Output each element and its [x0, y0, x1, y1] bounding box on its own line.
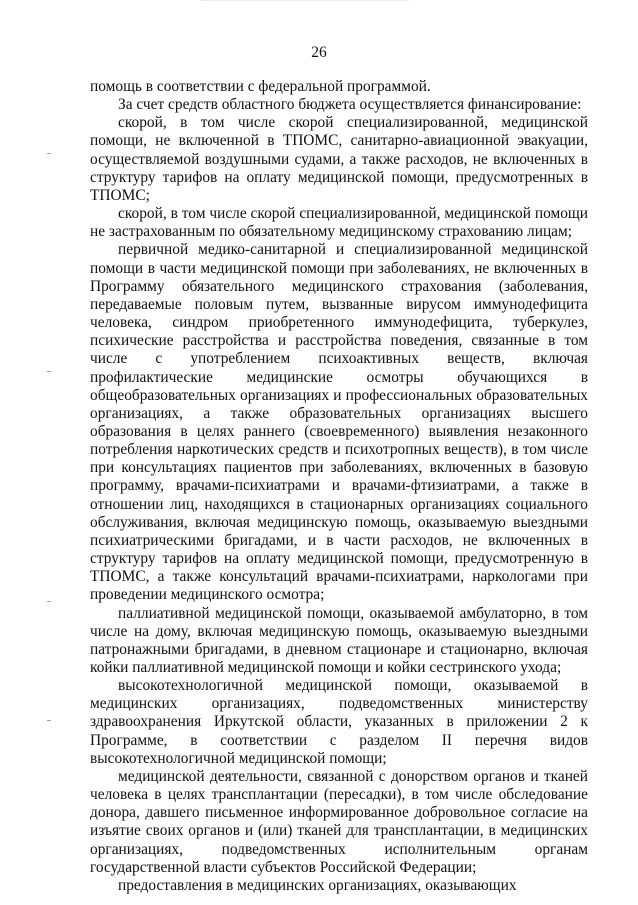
margin-mark [47, 601, 51, 602]
paragraph-intro: За счет средств областного бюджета осуществляется финансирование: [118, 96, 582, 114]
margin-mark [47, 371, 51, 372]
margin-mark [47, 153, 51, 154]
margin-mark [47, 720, 51, 721]
document-body [90, 78, 588, 895]
page-number: 26 [311, 44, 327, 61]
paragraph-emergency-care: скорой, в том числе скорой специализированной, медицинской помощи, не включенной в ТПОМС, санитарно-авиационной эвакуации, осуществляемой воздушными судами, а также расходов, не включенных в структуру тарифов на оплату медицинской помощи, предусмотренных в ТПОМС; [90, 114, 588, 204]
paragraph-uninsured-care: скорой, в том числе скорой специализированной, медицинской помощи не застрахованным по обязательному медицинскому страхованию лицам; [90, 205, 588, 241]
paragraph-palliative-care: паллиативной медицинской помощи, оказываемой амбулаторно, в том числе на дому, включая медицинскую помощь, оказываемую выездными патронажными бригадами, в дневном стационаре и стационарно, включая койки паллиативной медицинской помощи и койки сестринского ухода; [90, 604, 588, 676]
paragraph-high-tech-care: высокотехнологичной медицинской помощи, оказываемой в медицинских организациях, подведомственных министерству здравоохранения Иркутской области, указанных в приложении 2 к Программе, в соответствии с разделом II перечня видов высокотехнологичной медицинской помощи; [90, 677, 588, 767]
scan-artifact [200, 0, 410, 7]
paragraph-primary-care: первичной медико-санитарной и специализированной медицинской помощи в части медицинской помощи при заболеваниях, не включенных в Программу обязательного медицинского страхования (заболевания, передаваемые половым путем, вызванные вирусом иммунодефицита человека, синдром приобретенного иммунодефицита, туберкулез, психические расстройства и расстройства поведения, связанные в том числе с употреблением психоактивных веществ, включая профилактические медицинские осмотры обучающихся в общеобразовательных организациях и профессиональных образовательных организациях, а также образовательных организациях высшего образования в целях раннего (своевременного) выявления незаконного потребления наркотических средств и психотропных веществ), в том числе при консультациях пациентов при заболеваниях, включенных в базовую программу, врачами-психиатрами и врачами-фтизиатрами, а также в отношении лиц, находящихся в стационарных организациях социального обслуживания, включая медицинскую помощь, оказываемую выездными психиатрическими бригадами, и в части расходов, не включенных в структуру тарифов на оплату медицинской помощи, предусмотренную в ТПОМС, а также консультаций врачами-психиатрами, наркологами при проведении медицинского осмотра; [90, 241, 588, 604]
paragraph-continuation: помощь в соответствии с федеральной программой. [90, 78, 431, 95]
paragraph-donation: медицинской деятельности, связанной с донорством органов и тканей человека в целях трансплантации (пересадки), в том числе обследование донора, давшего письменное информированное добровольное согласие на изъятие своих органов и (или) тканей для трансплантации, в медицинских организациях, подведомственных исполнительным органам государственной власти субъектов Российской Федерации; [90, 767, 588, 876]
paragraph-trailing: предоставления в медицинских организациях, оказывающих [118, 876, 517, 894]
